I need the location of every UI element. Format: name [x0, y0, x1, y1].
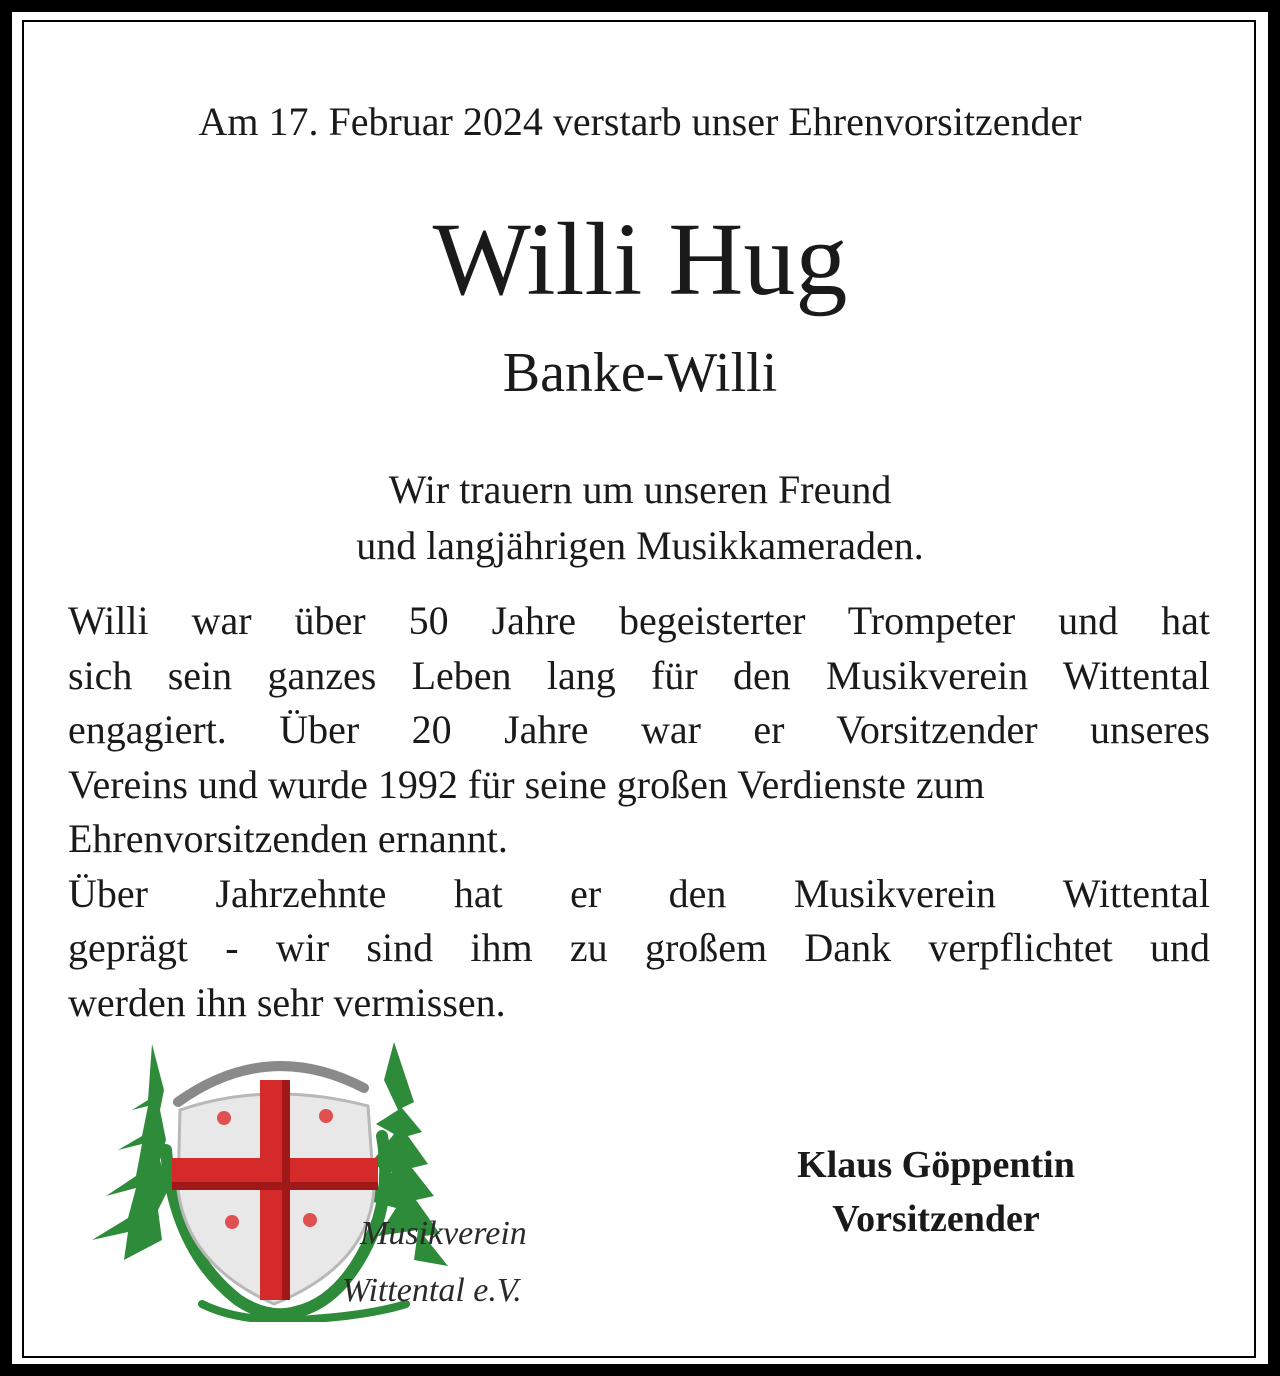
- tribute-line: sich sein ganzes Leben lang für den Musikverein Wittental: [68, 652, 1210, 698]
- tribute-line: werden ihn sehr vermissen.: [68, 979, 506, 1025]
- tribute-line: Willi war über 50 Jahre begeisterter Trompeter und hat: [68, 598, 1210, 643]
- logo-text-line1: Musikverein: [360, 1215, 527, 1252]
- left-tree-icon: [92, 1044, 168, 1260]
- logo-text-line2: Wittental e.V.: [342, 1272, 522, 1309]
- deceased-nickname: Banke-Willi: [502, 342, 778, 404]
- tribute-text: [68, 594, 1210, 1030]
- tribute-line: engagiert. Über 20 Jahre war er Vorsitzender unseres: [68, 707, 1210, 752]
- deceased-name: Willi Hug: [432, 202, 848, 317]
- tribute-line: Über Jahrzehnte hat er den Musikverein Wittental: [68, 870, 1210, 916]
- tribute-line: Ehrenvorsitzenden ernannt.: [68, 816, 508, 861]
- intro-line: Am 17. Februar 2024 verstarb unser Ehrenvorsitzender: [198, 99, 1082, 144]
- tribute-line: Vereins und wurde 1992 für seine großen Verdienste zum: [68, 761, 985, 807]
- mourning-line: Wir trauern um unseren Freund: [388, 467, 892, 512]
- mourning-line: und langjährigen Musikkameraden.: [356, 523, 924, 568]
- signatory-name: Klaus Göppentin: [797, 1144, 1075, 1186]
- tribute-line: geprägt - wir sind ihm zu großem Dank verpflichtet und: [68, 925, 1210, 970]
- signatory-title: Vorsitzender: [832, 1198, 1040, 1240]
- signature-block: [700, 1138, 1172, 1246]
- mourning-statement: [0, 462, 1280, 574]
